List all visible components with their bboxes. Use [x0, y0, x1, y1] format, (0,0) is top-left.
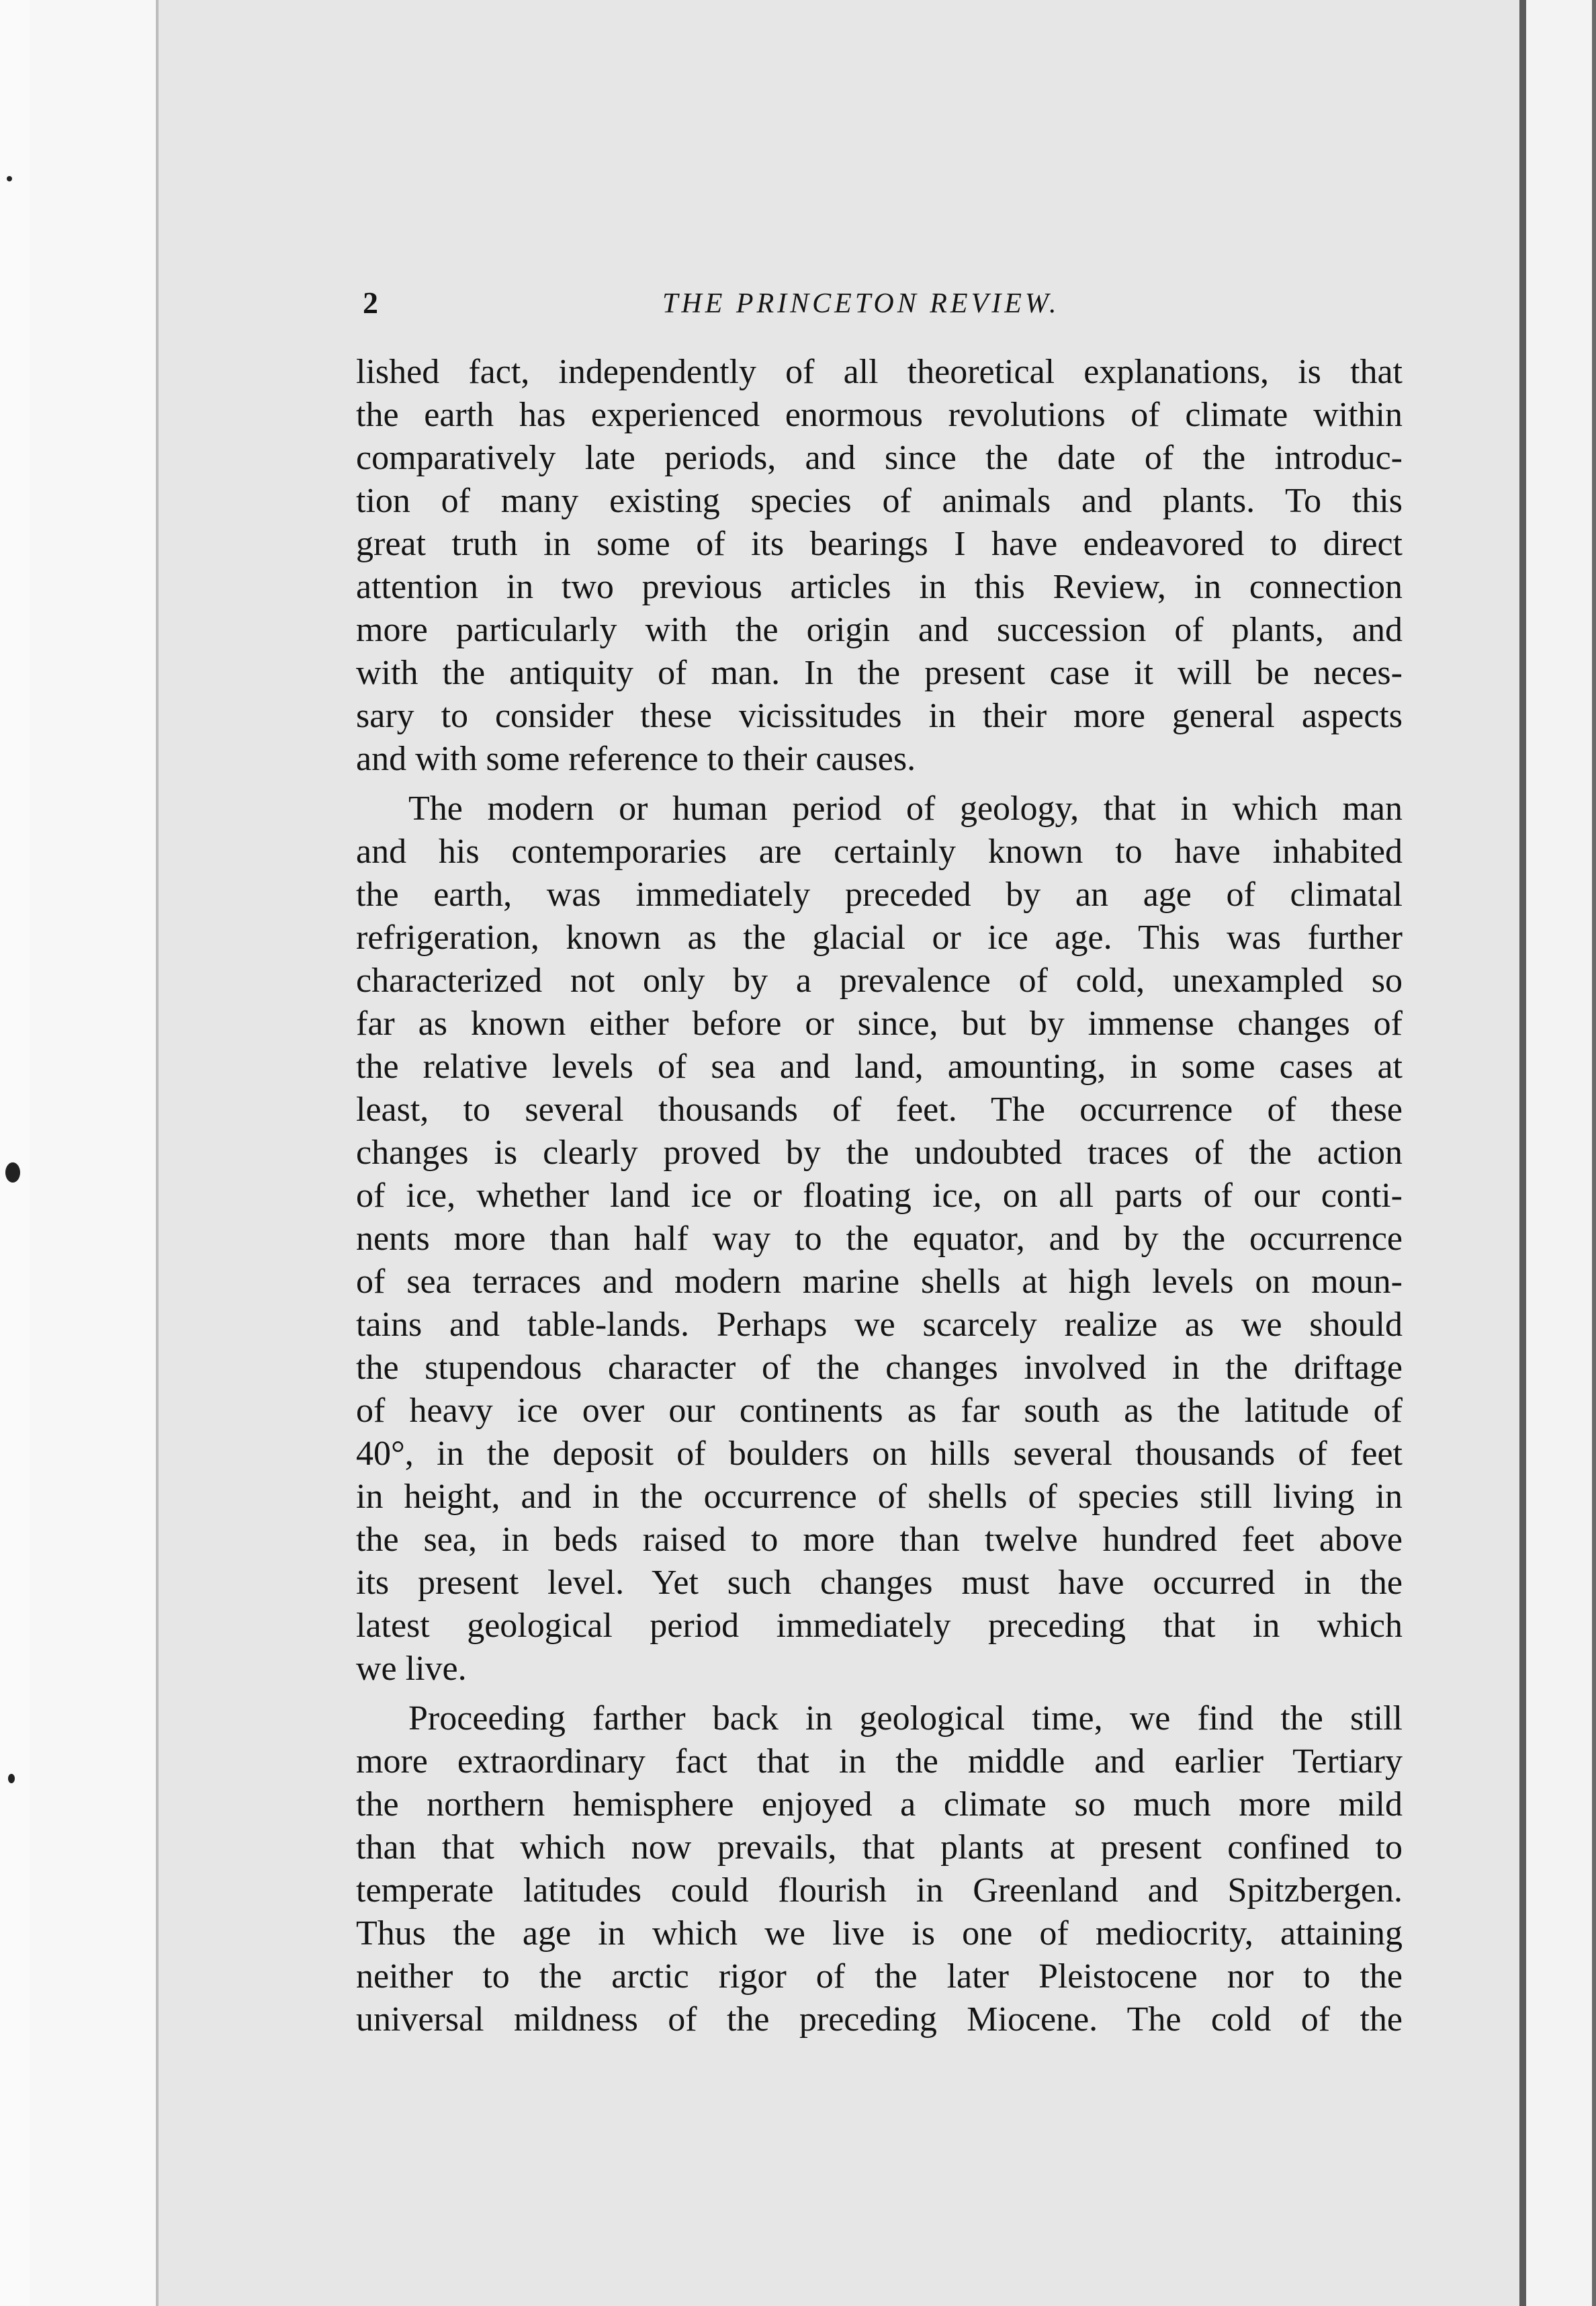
text-line: its present level. Yet such changes must have occurred in the	[356, 1564, 1403, 1602]
text-line: the sea, in beds raised to more than twelve hundred feet above	[356, 1521, 1403, 1559]
text-line: comparatively late periods, and since the date of the introduc-	[356, 439, 1403, 477]
paragraph	[356, 351, 1403, 781]
text-line: far as known either before or since, but by immense changes of	[356, 1005, 1403, 1043]
body-text	[356, 351, 1403, 2041]
running-head: THE PRINCETON REVIEW.	[662, 288, 1060, 319]
text-line: the earth, was immediately preceded by an age of climatal	[356, 876, 1403, 914]
text-line: and with some reference to their causes.	[356, 740, 916, 778]
text-line: with the antiquity of man. In the present case it will be neces-	[356, 654, 1403, 692]
text-line: characterized not only by a prevalence of cold, unexampled so	[356, 962, 1403, 1000]
paragraph	[356, 787, 1403, 1691]
text-line: refrigeration, known as the glacial or ice age. This was further	[356, 919, 1403, 957]
text-line: sary to consider these vicissitudes in their more general aspects	[356, 697, 1403, 735]
text-line: Thus the age in which we live is one of mediocrity, attaining	[356, 1914, 1403, 1953]
text-line: the relative levels of sea and land, amounting, in some cases at	[356, 1048, 1403, 1086]
text-line: tion of many existing species of animals and plants. To this	[356, 482, 1403, 520]
text-line: The modern or human period of geology, that in which man	[408, 789, 1403, 828]
right-edge-line	[1592, 0, 1596, 2306]
text-line: of heavy ice over our continents as far south as the latitude of	[356, 1392, 1403, 1430]
text-line: changes is clearly proved by the undoubted traces of the action	[356, 1134, 1403, 1172]
right-page-edge	[1519, 0, 1596, 2306]
text-line: than that which now prevails, that plants at present confined to	[356, 1828, 1403, 1867]
text-line: great truth in some of its bearings I have endeavored to direct	[356, 525, 1403, 563]
text-line: latest geological period immediately preceding that in which	[356, 1607, 1403, 1645]
paragraph	[356, 1697, 1403, 2041]
paragraph-gap	[356, 781, 1403, 787]
text-line: least, to several thousands of feet. The occurrence of these	[356, 1091, 1403, 1129]
text-line: the stupendous character of the changes involved in the driftage	[356, 1349, 1403, 1387]
page-header	[363, 285, 1417, 325]
paragraph-gap	[356, 1691, 1403, 1697]
text-line: tains and table-lands. Perhaps we scarcely realize as we should	[356, 1306, 1403, 1344]
text-line: more particularly with the origin and succession of plants, and	[356, 611, 1403, 649]
text-line: lished fact, independently of all theoretical explanations, is that	[356, 353, 1403, 391]
text-line: and his contemporaries are certainly known to have inhabited	[356, 832, 1403, 871]
text-line: neither to the arctic rigor of the later Pleistocene nor to the	[356, 1957, 1403, 1996]
text-line: of sea terraces and modern marine shells at high levels on moun-	[356, 1263, 1403, 1301]
text-line: of ice, whether land ice or floating ice, on all parts of our conti-	[356, 1177, 1403, 1215]
page-number: 2	[363, 286, 378, 320]
text-line: nents more than half way to the equator, and by the occurrence	[356, 1220, 1403, 1258]
text-line: the earth has experienced enormous revolutions of climate within	[356, 396, 1403, 434]
scan-speck	[7, 176, 12, 181]
text-line: temperate latitudes could flourish in Greenland and Spitzbergen.	[356, 1871, 1403, 1910]
scan-speck	[8, 1774, 15, 1783]
text-line: in height, and in the occurrence of shells of species still living in	[356, 1478, 1403, 1516]
text-line: 40°, in the deposit of boulders on hills several thousands of feet	[356, 1435, 1403, 1473]
scan-speck	[5, 1162, 20, 1183]
left-page-edge	[0, 0, 30, 2306]
text-line: the northern hemisphere enjoyed a climate so much more mild	[356, 1785, 1403, 1824]
text-line: we live.	[356, 1650, 467, 1688]
text-line: Proceeding farther back in geological time, we find the still	[408, 1699, 1403, 1738]
text-line: attention in two previous articles in this Review, in connection	[356, 568, 1403, 606]
text-line: universal mildness of the preceding Miocene. The cold of the	[356, 2000, 1403, 2039]
text-line: more extraordinary fact that in the middle and earlier Tertiary	[356, 1742, 1403, 1781]
